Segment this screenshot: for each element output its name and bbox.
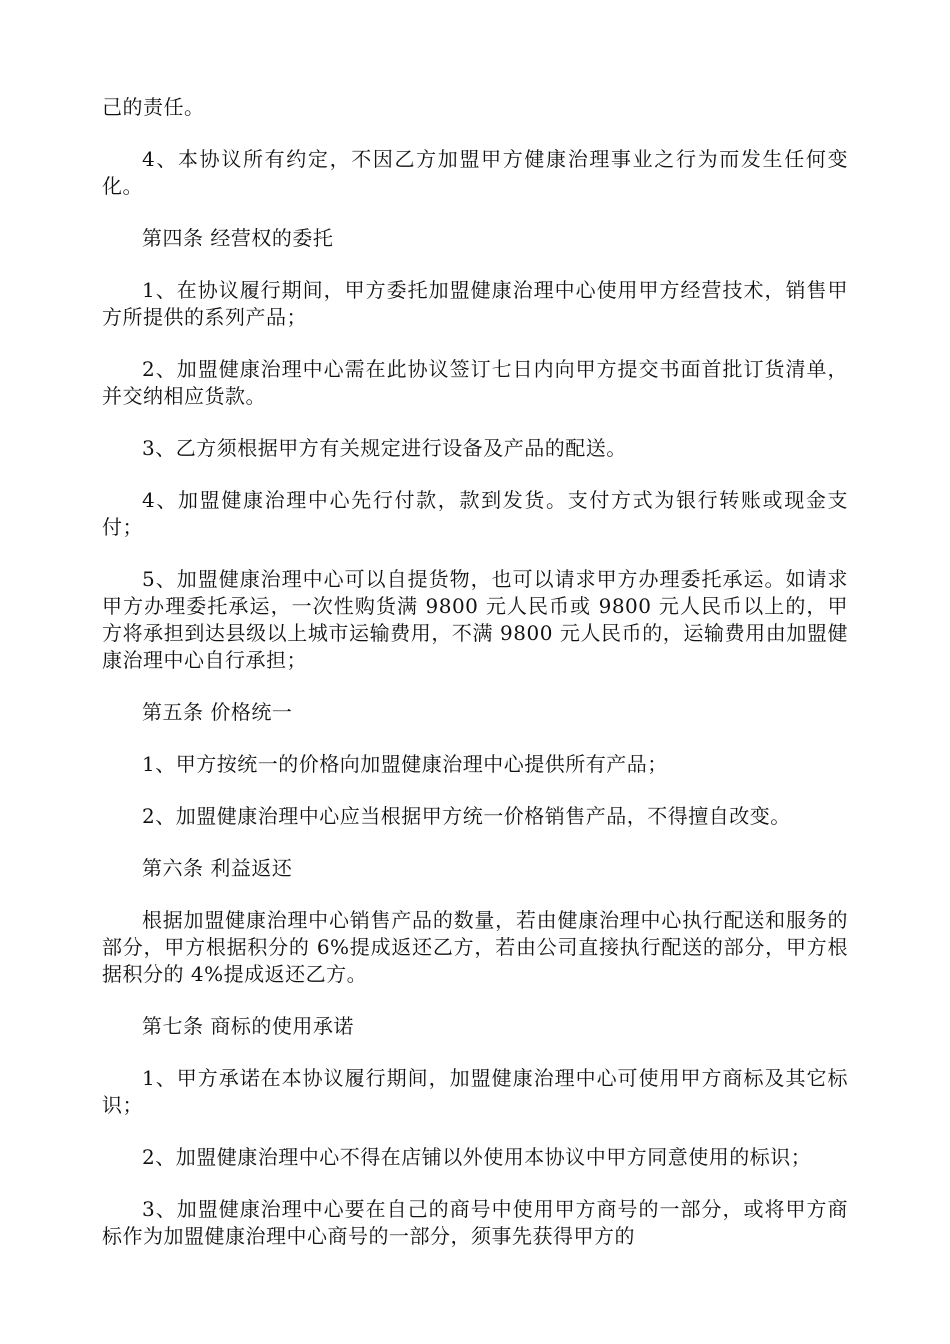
article-6-heading: 第六条 利益返还: [142, 856, 293, 880]
paragraph-clause-5-1: 1、甲方按统一的价格向加盟健康治理中心提供所有产品；: [142, 752, 668, 776]
paragraph-clause-4-5: 5、加盟健康治理中心可以自提货物，也可以请求甲方办理委托承运。如请求甲方办理委托承运，一次性购货满 9800 元人民币或 9800 元人民币以上的，甲方将承担到达县级以上城市运输费用，不满 9800 元人民币的，运输费用由加盟健康治理中心自行承担；: [102, 567, 848, 672]
document-page: [102, 94, 848, 1275]
paragraph-clause-4-1: 1、在协议履行期间，甲方委托加盟健康治理中心使用甲方经营技术，销售甲方所提供的系列产品；: [102, 278, 848, 329]
paragraph-article-6-body: 根据加盟健康治理中心销售产品的数量，若由健康治理中心执行配送和服务的部分，甲方根据积分的 6%提成返还乙方，若由公司直接执行配送的部分，甲方根据积分的 4%提成返还乙方。: [102, 908, 848, 986]
article-7-heading: 第七条 商标的使用承诺: [142, 1014, 354, 1038]
paragraph-clause-4-4: 4、加盟健康治理中心先行付款，款到发货。支付方式为银行转账或现金支付；: [102, 488, 848, 539]
paragraph-clause-5-2: 2、加盟健康治理中心应当根据甲方统一价格销售产品，不得擅自改变。: [142, 804, 791, 828]
paragraph-clause-7-2: 2、加盟健康治理中心不得在店铺以外使用本协议中甲方同意使用的标识；: [142, 1145, 812, 1169]
paragraph-clause-7-3: 3、加盟健康治理中心要在自己的商号中使用甲方商号的一部分，或将甲方商标作为加盟健康治理中心商号的一部分，须事先获得甲方的: [102, 1197, 848, 1248]
paragraph-clause-4-3: 3、乙方须根据甲方有关规定进行设备及产品的配送。: [142, 436, 627, 460]
paragraph-continuation: 己的责任。: [102, 95, 205, 119]
article-5-heading: 第五条 价格统一: [142, 700, 293, 724]
paragraph-clause-4-2: 2、加盟健康治理中心需在此协议签订七日内向甲方提交书面首批订货清单，并交纳相应货款。: [102, 357, 848, 408]
paragraph-clause-3-4: 4、本协议所有约定，不因乙方加盟甲方健康治理事业之行为而发生任何变化。: [102, 147, 848, 198]
paragraph-clause-7-1: 1、甲方承诺在本协议履行期间，加盟健康治理中心可使用甲方商标及其它标识；: [102, 1066, 848, 1117]
article-4-heading: 第四条 经营权的委托: [142, 226, 334, 250]
